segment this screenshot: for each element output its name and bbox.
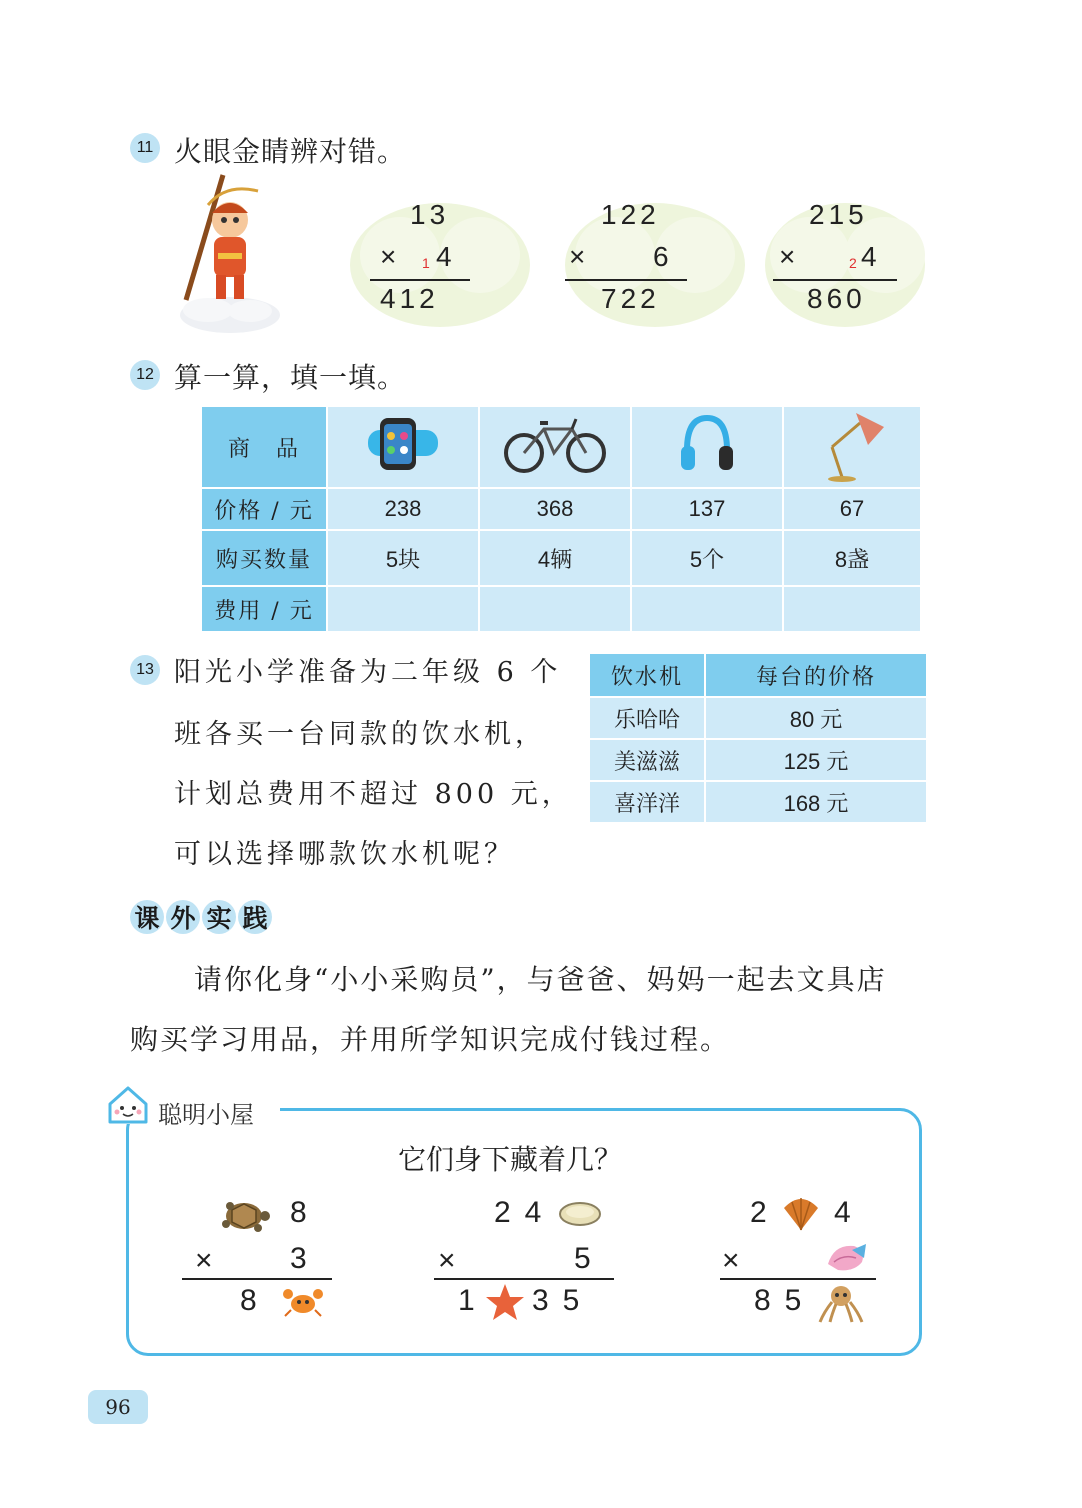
conch-shell-icon	[824, 1240, 868, 1274]
puzzle3-result: 85	[754, 1284, 816, 1317]
q13-line-1: 阳光小学准备为二年级 6 个	[174, 657, 562, 688]
cost-headphones[interactable]	[631, 586, 783, 632]
header-price-each: 每台的价格	[705, 653, 927, 697]
house-label: 聪明小屋	[158, 1102, 254, 1129]
price-bicycle: 368	[479, 488, 631, 530]
clam-shell-icon	[558, 1200, 602, 1228]
header-dispenser: 饮水机	[589, 653, 705, 697]
monkey-king-illustration	[168, 165, 283, 340]
cost-bicycle[interactable]	[479, 586, 631, 632]
cost-watch[interactable]	[327, 586, 479, 632]
carry-digit: 2	[849, 255, 857, 271]
dispenser-name: 喜洋洋	[589, 781, 705, 823]
riddle-question: 它们身下藏着几？	[398, 1144, 623, 1175]
times-sign: ×	[195, 1244, 213, 1277]
header-goods: 商 品	[201, 406, 327, 488]
multiplicand: 122	[601, 199, 660, 230]
price-table	[200, 405, 922, 633]
row-label-price: 价格 / 元	[201, 488, 327, 530]
multiplicand: 13	[410, 199, 450, 230]
page-number: 96	[88, 1390, 148, 1424]
heading-char: 课	[130, 900, 164, 934]
heading-char: 实	[202, 900, 236, 934]
equation-line	[773, 279, 897, 281]
times-sign: ×	[569, 241, 586, 272]
multiplier: 6	[653, 241, 673, 272]
multiplier: 4	[861, 241, 881, 272]
price-headphones: 137	[631, 488, 783, 530]
product: 412	[380, 283, 439, 314]
question-title-12: 算一算，填一填。	[174, 361, 407, 394]
qty-headphones: 5个	[631, 530, 783, 586]
turtle-icon	[218, 1196, 272, 1234]
q13-line-2: 班各买一台同款的饮水机，	[174, 719, 546, 750]
dispenser-price: 80 元	[705, 697, 927, 739]
water-dispenser-table	[588, 652, 928, 824]
dispenser-name: 乐哈哈	[589, 697, 705, 739]
product-image-watch	[327, 406, 479, 488]
equation-line	[720, 1278, 876, 1280]
product: 722	[601, 283, 660, 314]
cost-lamp[interactable]	[783, 586, 921, 632]
dispenser-name: 美滋滋	[589, 739, 705, 781]
puzzle2-result-b: 35	[532, 1284, 594, 1317]
q13-line-3: 计划总费用不超过 800 元，	[174, 779, 573, 810]
times-sign: ×	[779, 241, 796, 272]
practice-line-2: 购买学习用品，并用所学知识完成付钱过程。	[130, 1023, 731, 1056]
heading-char: 外	[166, 900, 200, 934]
puzzle3-top-a: 2	[750, 1196, 767, 1229]
section-heading-practice	[130, 900, 272, 934]
equation-line	[565, 279, 687, 281]
q13-line-4: 可以选择哪款饮水机呢？	[174, 839, 515, 870]
puzzle2-result-a: 1	[458, 1284, 475, 1317]
question-number-11: 11	[130, 133, 160, 163]
multiplicand: 215	[809, 199, 868, 230]
product-image-lamp	[783, 406, 921, 488]
qty-lamp: 8盏	[783, 530, 921, 586]
question-number-12: 12	[130, 360, 160, 390]
dispenser-price: 125 元	[705, 739, 927, 781]
scallop-shell-icon	[780, 1194, 822, 1232]
times-sign: ×	[380, 241, 397, 272]
dispenser-price: 168 元	[705, 781, 927, 823]
puzzle1-top: 8	[290, 1196, 307, 1229]
question-number-13: 13	[130, 655, 160, 685]
crab-icon	[282, 1284, 324, 1318]
equation-line	[434, 1278, 614, 1280]
puzzle3-top-b: 4	[834, 1196, 851, 1229]
headphones-icon	[677, 410, 737, 480]
vertical-multiplication-3	[765, 195, 965, 345]
product-image-headphones	[631, 406, 783, 488]
question-title-11: 火眼金睛辨对错。	[174, 135, 407, 168]
equation-line	[370, 279, 470, 281]
puzzle2-mult: 5	[574, 1242, 591, 1275]
price-lamp: 67	[783, 488, 921, 530]
bicycle-icon	[500, 415, 610, 475]
puzzle2-top: 24	[494, 1196, 556, 1229]
puzzle1-mult: 3	[290, 1242, 307, 1275]
carry-digit: 1	[422, 255, 430, 271]
times-sign: ×	[722, 1244, 740, 1277]
qty-bicycle: 4辆	[479, 530, 631, 586]
times-sign: ×	[438, 1244, 456, 1277]
practice-line-1: 请你化身“小小采购员”，与爸爸、妈妈一起去文具店	[194, 963, 887, 996]
vertical-multiplication-1	[340, 195, 540, 345]
row-label-quantity: 购买数量	[201, 530, 327, 586]
desk-lamp-icon	[812, 407, 892, 483]
house-icon	[104, 1082, 152, 1126]
heading-char: 践	[238, 900, 272, 934]
starfish-icon	[484, 1282, 526, 1322]
qty-watch: 5块	[327, 530, 479, 586]
vertical-multiplication-2	[555, 195, 755, 345]
product-image-bicycle	[479, 406, 631, 488]
equation-line	[182, 1278, 332, 1280]
multiplier: 4	[436, 241, 456, 272]
product: 860	[807, 283, 866, 314]
row-label-cost: 费用 / 元	[201, 586, 327, 632]
octopus-icon	[818, 1282, 864, 1324]
smartwatch-icon	[358, 410, 448, 480]
puzzle1-result: 8	[240, 1284, 257, 1317]
price-watch: 238	[327, 488, 479, 530]
